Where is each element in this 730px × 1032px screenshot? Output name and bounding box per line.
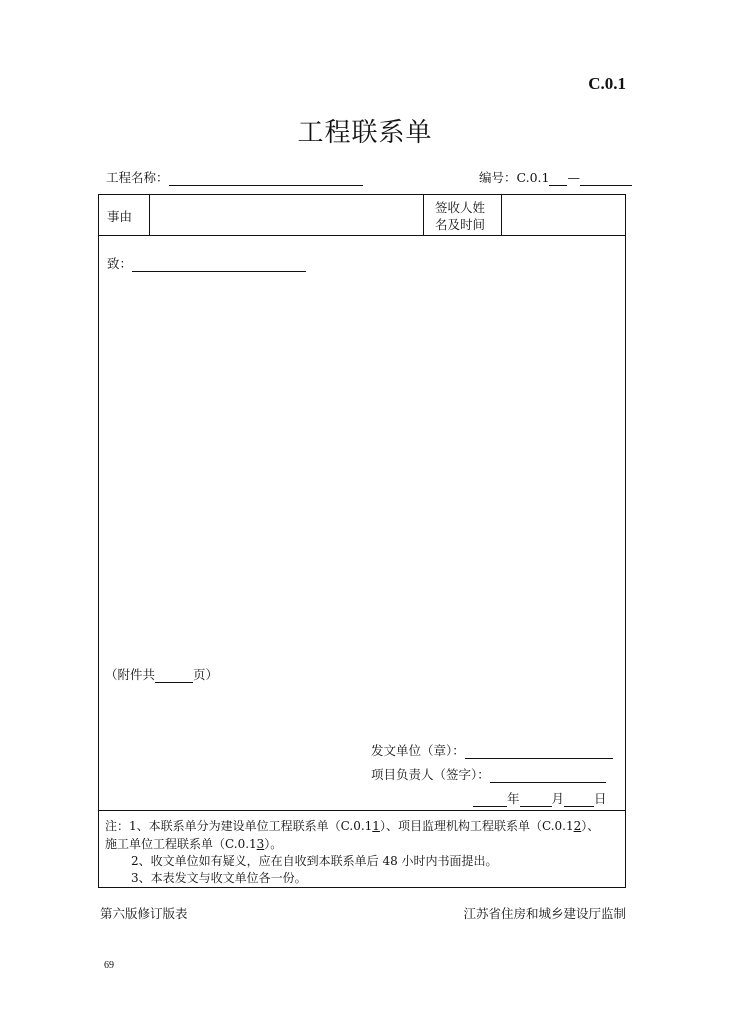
subject-field[interactable] — [151, 197, 421, 233]
month-field[interactable] — [520, 792, 552, 807]
page-number: 69 — [104, 960, 114, 971]
subject-label: 事由 — [107, 209, 133, 224]
footer-left: 第六版修订版表 — [100, 906, 188, 921]
note-code: 2 — [573, 819, 582, 833]
note-text: 注：1、本联系单分为建设单位工程联系单（C.0.1 — [105, 819, 373, 833]
note-line-2 — [105, 835, 282, 852]
receiver-label-line1: 签收人姓 — [435, 200, 486, 215]
manager-row — [371, 765, 606, 783]
number-part1-field[interactable] — [549, 171, 567, 186]
note-code: 1 — [372, 819, 380, 833]
page-title: 工程联系单 — [297, 118, 433, 148]
year-label: 年 — [507, 791, 520, 806]
attachment-prefix: （附件共 — [105, 667, 156, 682]
month-label: 月 — [551, 791, 565, 806]
footer-right: 江苏省住房和城乡建设厅监制 — [463, 906, 626, 921]
subject-row — [99, 195, 625, 236]
receiver-label-line2: 名及时间 — [435, 217, 486, 232]
manager-label: 项目负责人（签字）： — [371, 767, 490, 782]
form-sheet — [98, 194, 626, 888]
attachment-row — [105, 665, 218, 683]
project-name-label: 工程名称： — [106, 170, 169, 185]
note-code: 3 — [256, 837, 265, 851]
note-text: 施工单位工程联系单（C.0.1 — [105, 837, 257, 851]
issuer-label: 发文单位（章）： — [371, 743, 465, 758]
project-name-row — [106, 168, 363, 186]
issuer-field[interactable] — [465, 744, 613, 759]
form-code: C.0.1 — [588, 74, 626, 93]
receiver-field[interactable] — [503, 197, 621, 233]
issuer-row — [371, 741, 613, 759]
note-line-4: 3、本表发文与收文单位各一份。 — [131, 871, 307, 885]
manager-signature-field[interactable] — [490, 768, 606, 783]
note-line-1 — [105, 817, 599, 834]
number-part2-field[interactable] — [580, 171, 632, 186]
divider — [423, 195, 424, 235]
number-dash: — — [567, 170, 580, 185]
note-text: ）。 — [264, 837, 283, 851]
number-label: 编号：C.0.1 — [479, 170, 550, 185]
to-field[interactable] — [132, 257, 306, 272]
divider — [149, 195, 150, 235]
project-name-field[interactable] — [169, 171, 363, 186]
date-row — [473, 789, 607, 807]
note-text: ）、 — [581, 819, 600, 833]
note-line-3: 2、收文单位如有疑义，应在自收到本联系单后 48 小时内书面提出。 — [131, 854, 498, 868]
notes-divider — [99, 810, 625, 811]
number-row — [479, 168, 632, 186]
to-row — [107, 254, 306, 272]
year-field[interactable] — [473, 792, 507, 807]
attachment-count-field[interactable] — [155, 668, 193, 683]
note-text: ）、项目监理机构工程联系单（C.0.1 — [379, 819, 574, 833]
to-label: 致： — [107, 256, 133, 271]
divider — [501, 195, 502, 235]
day-field[interactable] — [564, 792, 594, 807]
attachment-suffix: 页） — [193, 667, 219, 682]
day-label: 日 — [594, 791, 607, 806]
